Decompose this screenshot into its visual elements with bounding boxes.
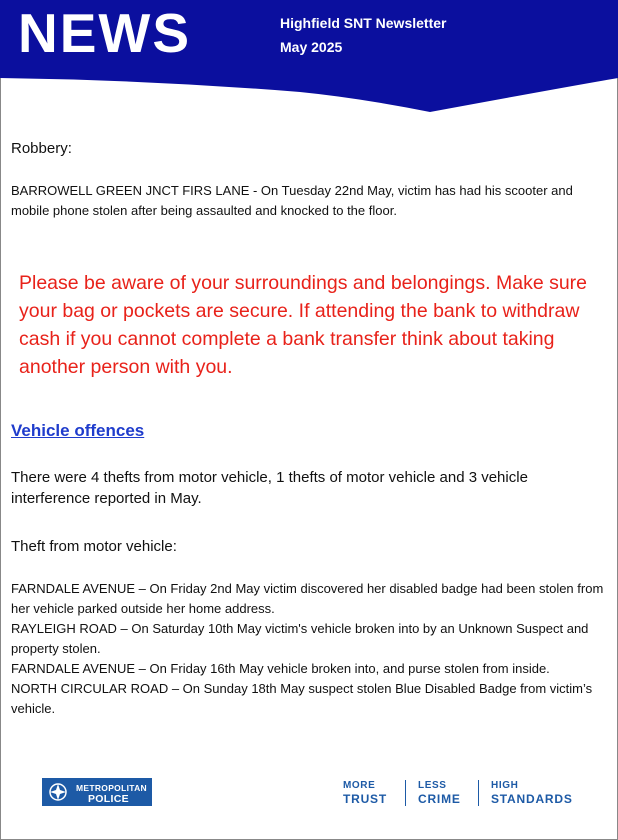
logo-line-2: POLICE xyxy=(88,793,129,805)
logo-line-1: METROPOLITAN xyxy=(76,783,147,793)
newsletter-banner xyxy=(0,0,618,116)
slogan-bottom: STANDARDS xyxy=(491,792,573,806)
slogan-bottom: CRIME xyxy=(418,792,461,806)
slogan-bottom: TRUST xyxy=(343,792,387,806)
theft-from-vehicle-heading: Theft from motor vehicle: xyxy=(11,538,177,555)
vehicle-summary: There were 4 thefts from motor vehicle, 1 thefts of motor vehicle and 3 vehicle interference reported in May. xyxy=(11,469,528,507)
slogan-less-crime xyxy=(418,780,461,807)
footer xyxy=(0,762,618,822)
newsletter-title: Highfield SNT Newsletter xyxy=(280,15,447,31)
vehicle-offences-link[interactable]: Vehicle offences xyxy=(11,421,145,440)
robbery-entry: BARROWELL GREEN JNCT FIRS LANE - On Tuesday 22nd May, victim has had his scooter and mobile phone stolen after being assaulted and knocked to the floor. xyxy=(11,183,573,218)
slogan-top: MORE xyxy=(343,780,376,791)
safety-warning: Please be aware of your surroundings and belongings. Make sure your bag or pockets are secure. If attending the bank to withdraw cash if you cannot complete a bank transfer think about taking another person with you. xyxy=(19,272,588,378)
slogan-divider xyxy=(478,780,479,806)
slogan-top: HIGH xyxy=(491,780,519,791)
crest-icon xyxy=(45,781,71,803)
theft-list xyxy=(11,579,611,719)
list-item: RAYLEIGH ROAD – On Saturday 10th May victim's vehicle broken into by an Unknown Suspect and property stolen. xyxy=(11,621,589,656)
news-masthead: NEWS xyxy=(18,2,191,64)
list-item: FARNDALE AVENUE – On Friday 16th May vehicle broken into, and purse stolen from inside. xyxy=(11,661,550,676)
issue-date: May 2025 xyxy=(280,39,343,55)
slogan-high-standards xyxy=(491,780,573,807)
list-item: FARNDALE AVENUE – On Friday 2nd May victim discovered her disabled badge had been stolen from her vehicle parked outside her home address. xyxy=(11,581,604,616)
list-item: NORTH CIRCULAR ROAD – On Sunday 18th May suspect stolen Blue Disabled Badge from victim’s vehicle. xyxy=(11,681,593,716)
robbery-heading: Robbery: xyxy=(11,140,72,157)
slogan-more-trust xyxy=(343,780,387,807)
slogan-divider xyxy=(405,780,406,806)
slogan-top: LESS xyxy=(418,780,447,791)
met-police-logo xyxy=(42,778,152,806)
